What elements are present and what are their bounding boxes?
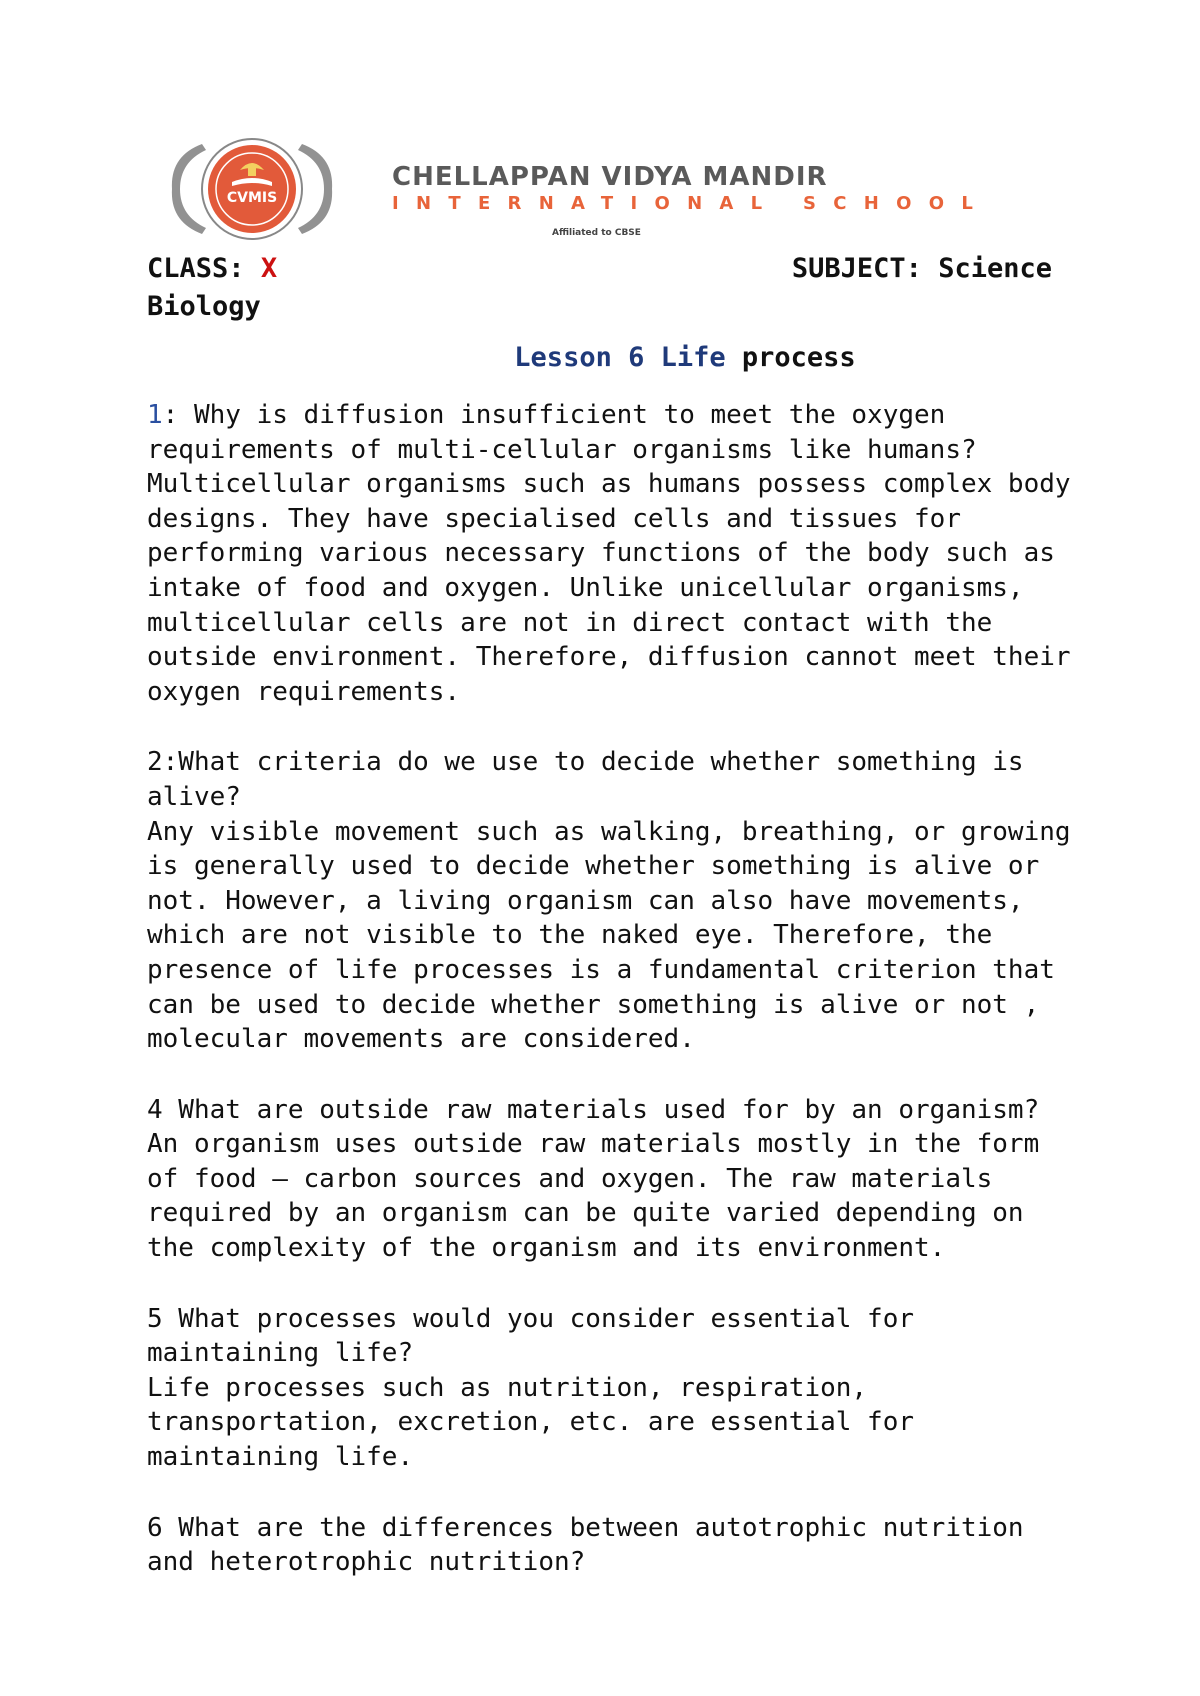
qa-item bbox=[147, 1511, 1077, 1580]
lesson-title-part2: process bbox=[741, 342, 856, 373]
question-text: :What criteria do we use to decide whether something is alive? bbox=[147, 747, 1024, 812]
lesson-title-part1: Lesson 6 Life bbox=[514, 342, 726, 373]
qa-item bbox=[147, 1093, 1077, 1266]
question-number: 5 bbox=[147, 1303, 163, 1334]
question-text: What are outside raw materials used for by an organism? bbox=[162, 1094, 1040, 1125]
lesson-title bbox=[0, 342, 1200, 373]
class-label: CLASS: bbox=[147, 253, 245, 284]
qa-content bbox=[147, 398, 1077, 1616]
school-subtitle: INTERNATIONAL SCHOOL bbox=[392, 193, 991, 214]
qa-item bbox=[147, 1302, 1077, 1475]
class-subject-block bbox=[147, 250, 1052, 326]
question-number: 6 bbox=[147, 1512, 163, 1543]
question-text: : Why is diffusion insufficient to meet the oxygen requirements of multi-cellular organisms like humans? bbox=[147, 400, 977, 465]
question-number: 2 bbox=[147, 747, 163, 778]
class-info bbox=[147, 250, 277, 288]
affiliation-note: Affiliated to CBSE bbox=[552, 228, 641, 238]
answer: Life processes such as nutrition, respiration, transportation, excretion, etc. are essential for maintaining life. bbox=[147, 1372, 915, 1473]
logo-text: CVMIS bbox=[226, 190, 278, 206]
question bbox=[147, 1093, 1077, 1128]
school-logo bbox=[162, 136, 342, 242]
question-number: 4 bbox=[147, 1094, 163, 1125]
school-header bbox=[148, 128, 1030, 251]
question-text: What are the differences between autotrophic nutrition and heterotrophic nutrition? bbox=[147, 1512, 1024, 1578]
class-value: X bbox=[260, 253, 278, 284]
subject-continuation: Biology bbox=[147, 291, 261, 322]
question-number: 1 bbox=[147, 400, 163, 430]
question bbox=[147, 398, 1077, 467]
question bbox=[147, 745, 1077, 814]
subject-label: SUBJECT: bbox=[791, 253, 922, 284]
qa-item bbox=[147, 398, 1077, 709]
subject-value: Science bbox=[938, 253, 1052, 284]
answer: An organism uses outside raw materials mostly in the form of food – carbon sources and oxygen. The raw materials required by an organism can be quite varied depending on the complexity of the organism and its environment. bbox=[147, 1129, 1040, 1264]
answer: Any visible movement such as walking, breathing, or growing is generally used to decide whether something is alive or not. However, a living organism can also have movements, which are not visible to the naked eye. Therefore, the presence of life processes is a fundamental criterion that can be used to decide whether something is alive or not , molecular movements are considered. bbox=[147, 816, 1071, 1055]
question bbox=[147, 1511, 1077, 1580]
question bbox=[147, 1302, 1077, 1371]
question-text: What processes would you consider essential for maintaining life? bbox=[147, 1303, 915, 1369]
subject-info bbox=[792, 250, 1052, 288]
qa-item bbox=[147, 745, 1077, 1056]
answer: Multicellular organisms such as humans possess complex body designs. They have specialised cells and tissues for performing various necessary functions of the body such as intake of food and oxygen. Unlike unicellular organisms, multicellular cells are not in direct contact with the outside environment. Therefore, diffusion cannot meet their oxygen requirements. bbox=[147, 469, 1071, 707]
school-name: CHELLAPPAN VIDYA MANDIR bbox=[392, 162, 828, 192]
